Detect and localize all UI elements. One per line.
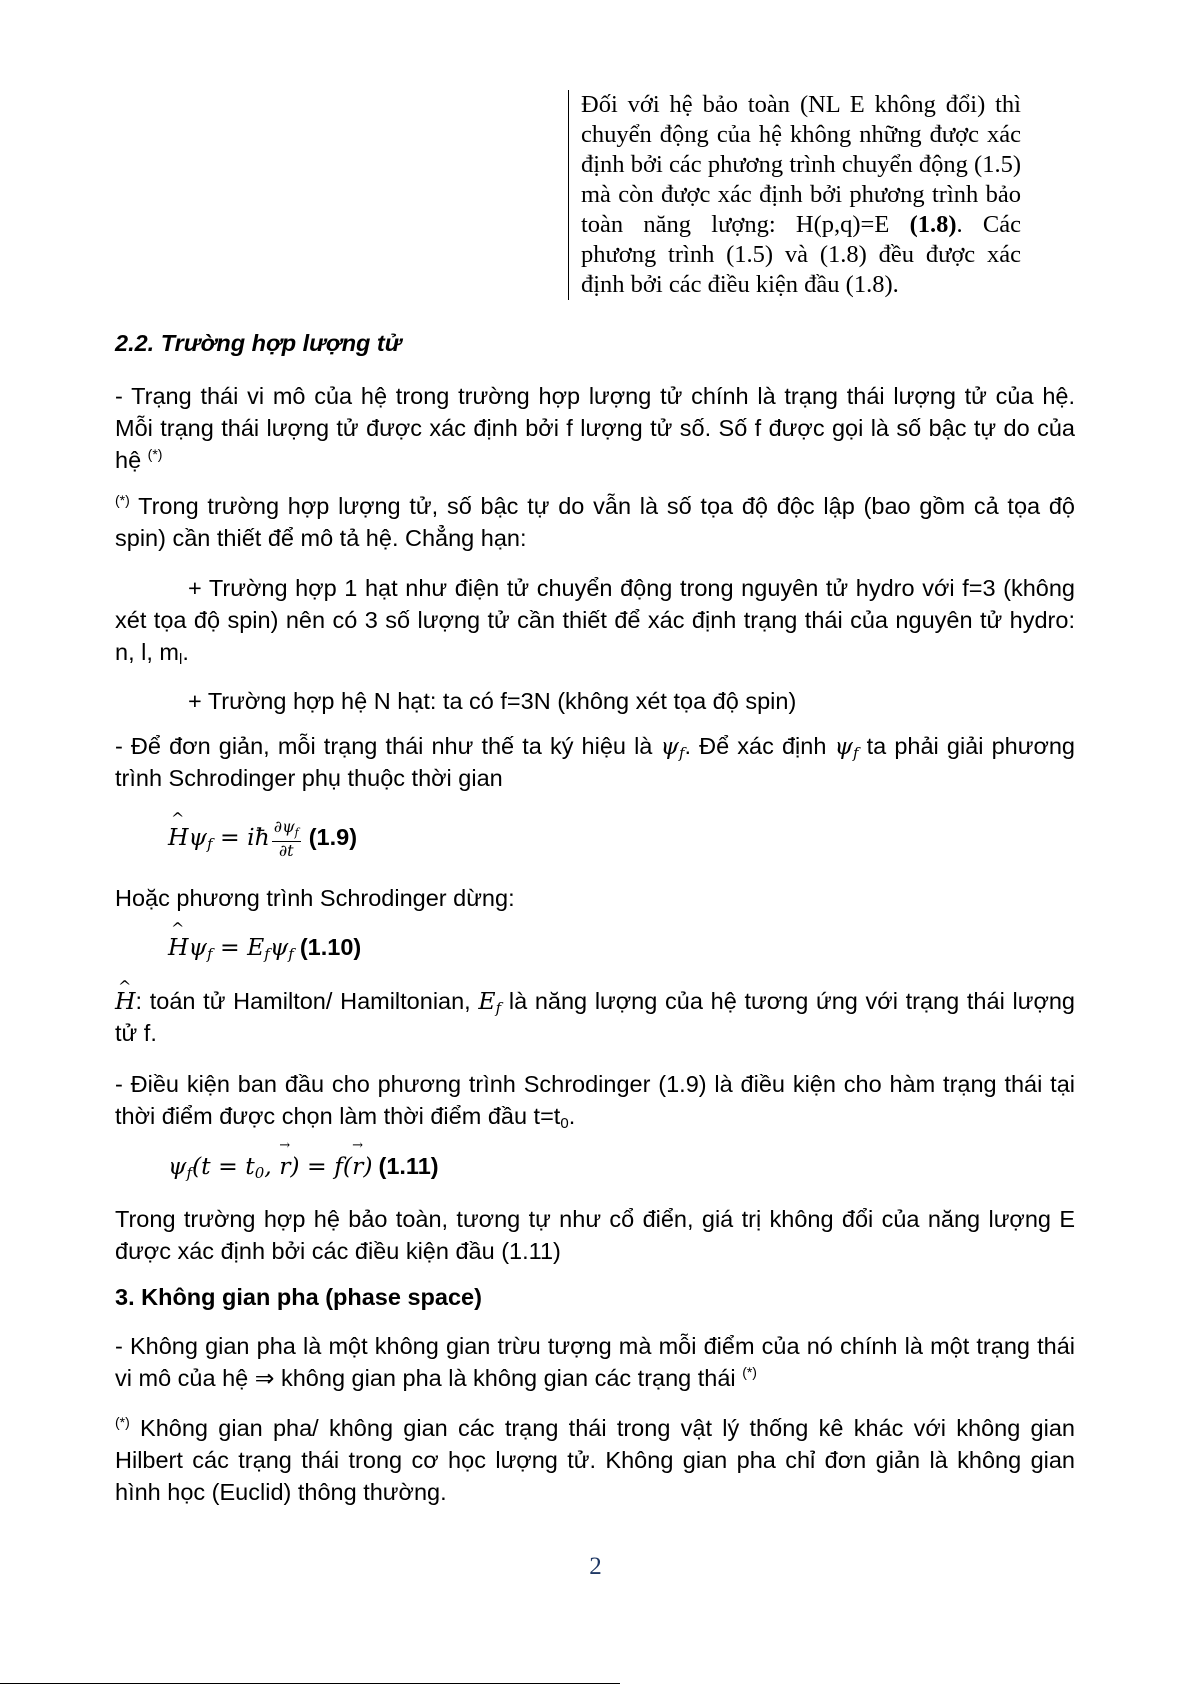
margin-note-text-2: . Các phương trình (1.5) và (1.8) đều được xác định bởi các điều kiện đầu (1.8). [581,211,1021,298]
footnote-marker: (*) [147,446,163,462]
phase-space-note-text: Không gian pha/ không gian các trạng thái trong vật lý thống kê khác với không gian Hilbert các trạng thái trong cơ học lượng tử. Không gian pha chỉ đơn giản là không gian hình học (Euclid) thông thường. [115,1415,1075,1505]
equation-1-9-tag: (1.9) [308,824,358,851]
section-2-2-paragraph-1 [115,380,1075,476]
section-3-paragraph-1 [115,1330,1075,1394]
section-3-text: - Không gian pha là một không gian trừu tượng mà mỗi điểm của nó chính là một trạng thái vi mô của hệ ⇒ không gian pha là không gian các trạng thái [115,1333,1075,1391]
equation-1-9: ^ $H\psi_f$ = iħ $\frac{\partial\psi_f}{\partial t}$ (1.9) [168,818,357,859]
psi-symbol: $\psi_f$ [660,732,685,762]
equation-1-10: ^ $H\psi_f = E_f\psi_f$ (1.10) [168,933,361,961]
bottom-divider [0,1683,620,1684]
margin-note [568,90,1021,300]
definition-text-a: : toán tử Hamilton/ Hamiltonian, [135,988,479,1014]
page-number: 2 [589,1553,602,1580]
case-1-text: + Trường hợp 1 hạt như điện tử chuyển động trong nguyên tử hydro với f=3 (không xét tọa độ spin) nên có 3 số lượng tử cần thiết để xác định trạng thái của nguyên tử hydro: n, l, m [115,575,1075,665]
initial-condition-subscript: 0 [560,1115,569,1132]
stationary-intro: Hoặc phương trình Schrodinger dừng: [115,885,515,911]
definition-text-b: là năng lượng của hệ tương ứng với trạng thái lượng tử f. [115,988,1075,1046]
case-1-paragraph [115,572,1075,668]
initial-condition-end: . [568,1103,576,1129]
hamiltonian-symbol: ^ H [115,985,136,1017]
case-1-subscript: l [178,651,183,668]
energy-symbol: $E_f$ [478,987,502,1017]
case-1-end: . [182,639,189,665]
footnote-note-phase-space [115,1412,1075,1508]
footnote-note-text: Trong trường hợp lượng tử, số bậc tự do vẫn là số tọa độ độc lập (bao gồm cả tọa độ spin) cần thiết để mô tả hệ. Chẳng hạn: [115,493,1075,551]
footnote-marker: (*) [115,492,130,508]
footnote-marker: (*) [742,1364,757,1380]
hamiltonian-definition [115,985,1075,1049]
initial-condition-paragraph [115,1068,1075,1132]
equation-1-10-tag: (1.10) [299,934,362,960]
section-2-2-paragraph-2 [115,730,1075,794]
equation-1-11: $\psi_f(t = t_0$, → r) = f(→ r) (1.11) [168,1152,439,1180]
section-2-2-heading: 2.2. Trường hợp lượng tử [115,330,402,356]
footnote-note-quantum [115,490,1075,554]
case-2-paragraph: + Trường hợp hệ N hạt: ta có f=3N (không xét tọa độ spin) [188,688,797,714]
paragraph-1-text: - Trạng thái vi mô của hệ trong trường hợp lượng tử chính là trạng thái lượng tử của hệ. Mỗi trạng thái lượng tử được xác định bởi f lượng tử số. Số f được gọi là số bậc tự do của hệ [115,383,1075,473]
psi-symbol: $\psi_f$ [834,732,859,762]
margin-note-eq-ref: (1.8) [909,211,957,238]
conservation-paragraph: Trong trường hợp hệ bảo toàn, tương tự như cổ điển, giá trị không đổi của năng lượng E được xác định bởi các điều kiện đầu (1.11) [115,1206,1075,1264]
equation-1-11-tag: (1.11) [378,1153,439,1179]
initial-condition-text: - Điều kiện ban đầu cho phương trình Schrodinger (1.9) là điều kiện cho hàm trạng thái tại thời điểm được chọn làm thời điểm đầu t=t [115,1071,1075,1129]
paragraph-2-text-a: - Để đơn giản, mỗi trạng thái như thế ta ký hiệu là [115,733,661,759]
paragraph-2-text-b: . Để xác định [684,733,835,759]
section-3-heading: 3. Không gian pha (phase space) [115,1284,482,1310]
margin-note-text-1: Đối với hệ bảo toàn (NL E không đổi) thì chuyển động của hệ không những được xác định bởi các phương trình chuyển động (1.5) mà còn được xác định bởi phương trình bảo toàn năng lượng: H(p,q)=E [581,91,1021,238]
footnote-marker: (*) [115,1414,130,1430]
paragraph-2-text-c: ta phải giải phương trình Schrodinger phụ thuộc thời gian [115,733,1075,791]
